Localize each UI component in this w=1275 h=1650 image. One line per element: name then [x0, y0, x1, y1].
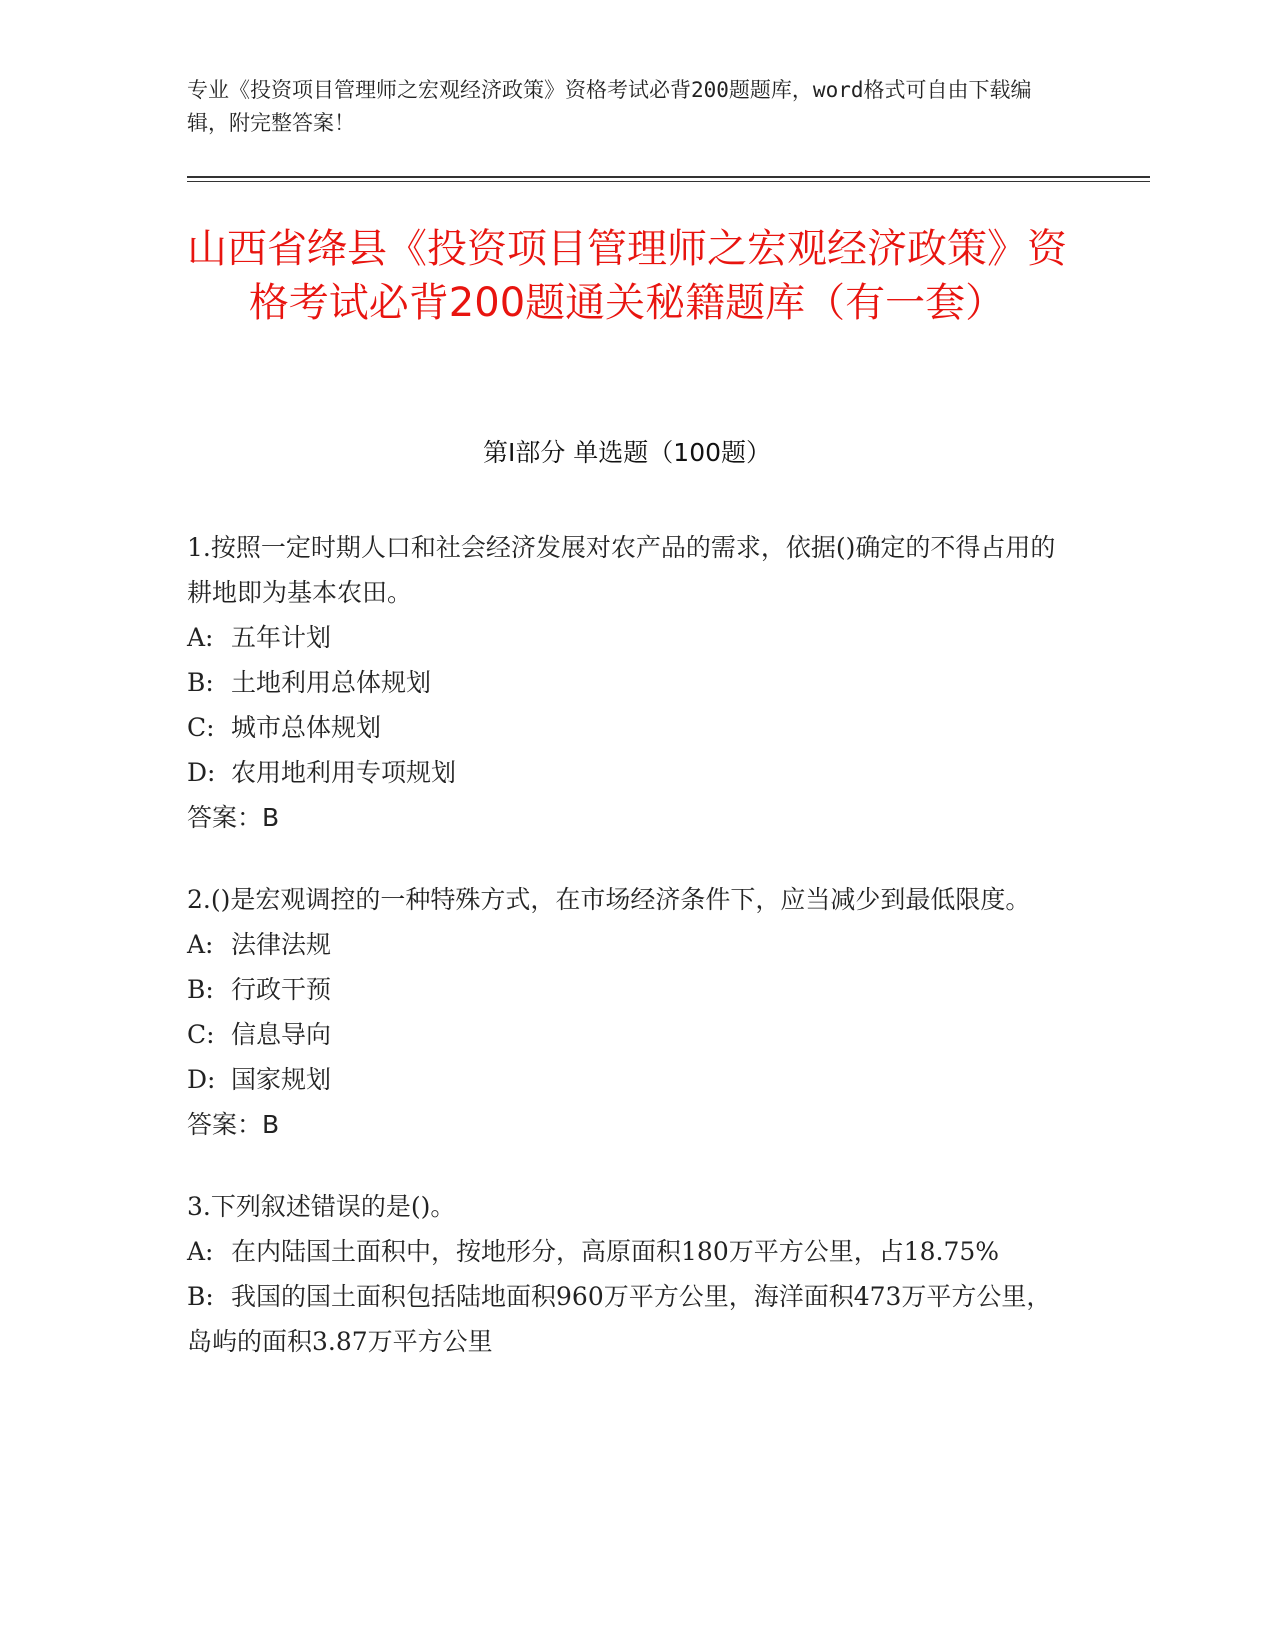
- header-divider-thick: [187, 176, 1150, 178]
- option-text: 土地利用总体规划: [231, 668, 432, 697]
- option-b: [187, 660, 1067, 705]
- document-title: 山西省绛县《投资项目管理师之宏观经济政策》资格考试必背200题通关秘籍题库（有一套）: [187, 226, 1067, 326]
- option-letter: D:: [187, 758, 216, 787]
- question-3: [187, 1184, 1067, 1364]
- header-note: 专业《投资项目管理师之宏观经济政策》资格考试必背200题题库，word格式可自由下载编辑，附完整答案！: [187, 78, 1032, 135]
- option-letter: C:: [187, 1020, 215, 1049]
- option-letter: B:: [187, 975, 214, 1004]
- option-text: 五年计划: [231, 623, 332, 652]
- option-a: [187, 922, 1067, 967]
- question-stem: 2.()是宏观调控的一种特殊方式，在市场经济条件下，应当减少到最低限度。: [187, 885, 1031, 914]
- option-letter: C:: [187, 713, 215, 742]
- option-c: [187, 705, 1067, 750]
- option-letter: A:: [187, 1237, 214, 1266]
- question-stem: 1.按照一定时期人口和社会经济发展对农产品的需求，依据()确定的不得占用的耕地即为基本农田。: [187, 533, 1056, 607]
- option-text: 法律法规: [231, 930, 332, 959]
- option-text: 国家规划: [231, 1065, 332, 1094]
- question-1: [187, 525, 1067, 840]
- question-list: [187, 525, 1067, 1401]
- option-text: 行政干预: [231, 975, 332, 1004]
- option-text: 农用地利用专项规划: [231, 758, 457, 787]
- option-c: [187, 1012, 1067, 1057]
- option-d: [187, 1057, 1067, 1102]
- answer: 答案：B: [187, 803, 280, 832]
- option-letter: B:: [187, 1282, 214, 1311]
- answer: 答案：B: [187, 1110, 280, 1139]
- option-letter: A:: [187, 930, 214, 959]
- option-b: [187, 967, 1067, 1012]
- option-b: [187, 1274, 1067, 1364]
- question-2: [187, 877, 1067, 1147]
- option-text: 我国的国土面积包括陆地面积960万平方公里，海洋面积473万平方公里，岛屿的面积3.87万平方公里: [187, 1282, 1052, 1356]
- section-heading: 第I部分 单选题（100题）: [482, 438, 772, 467]
- option-text: 城市总体规划: [231, 713, 382, 742]
- option-letter: D:: [187, 1065, 216, 1094]
- option-text: 信息导向: [231, 1020, 332, 1049]
- option-letter: B:: [187, 668, 214, 697]
- option-letter: A:: [187, 623, 214, 652]
- option-d: [187, 750, 1067, 795]
- option-a: [187, 1229, 1067, 1274]
- question-stem: 3.下列叙述错误的是()。: [187, 1192, 456, 1221]
- option-a: [187, 615, 1067, 660]
- header-divider-thin: [187, 181, 1150, 182]
- option-text: 在内陆国土面积中，按地形分，高原面积180万平方公里，占18.75%: [231, 1237, 1000, 1266]
